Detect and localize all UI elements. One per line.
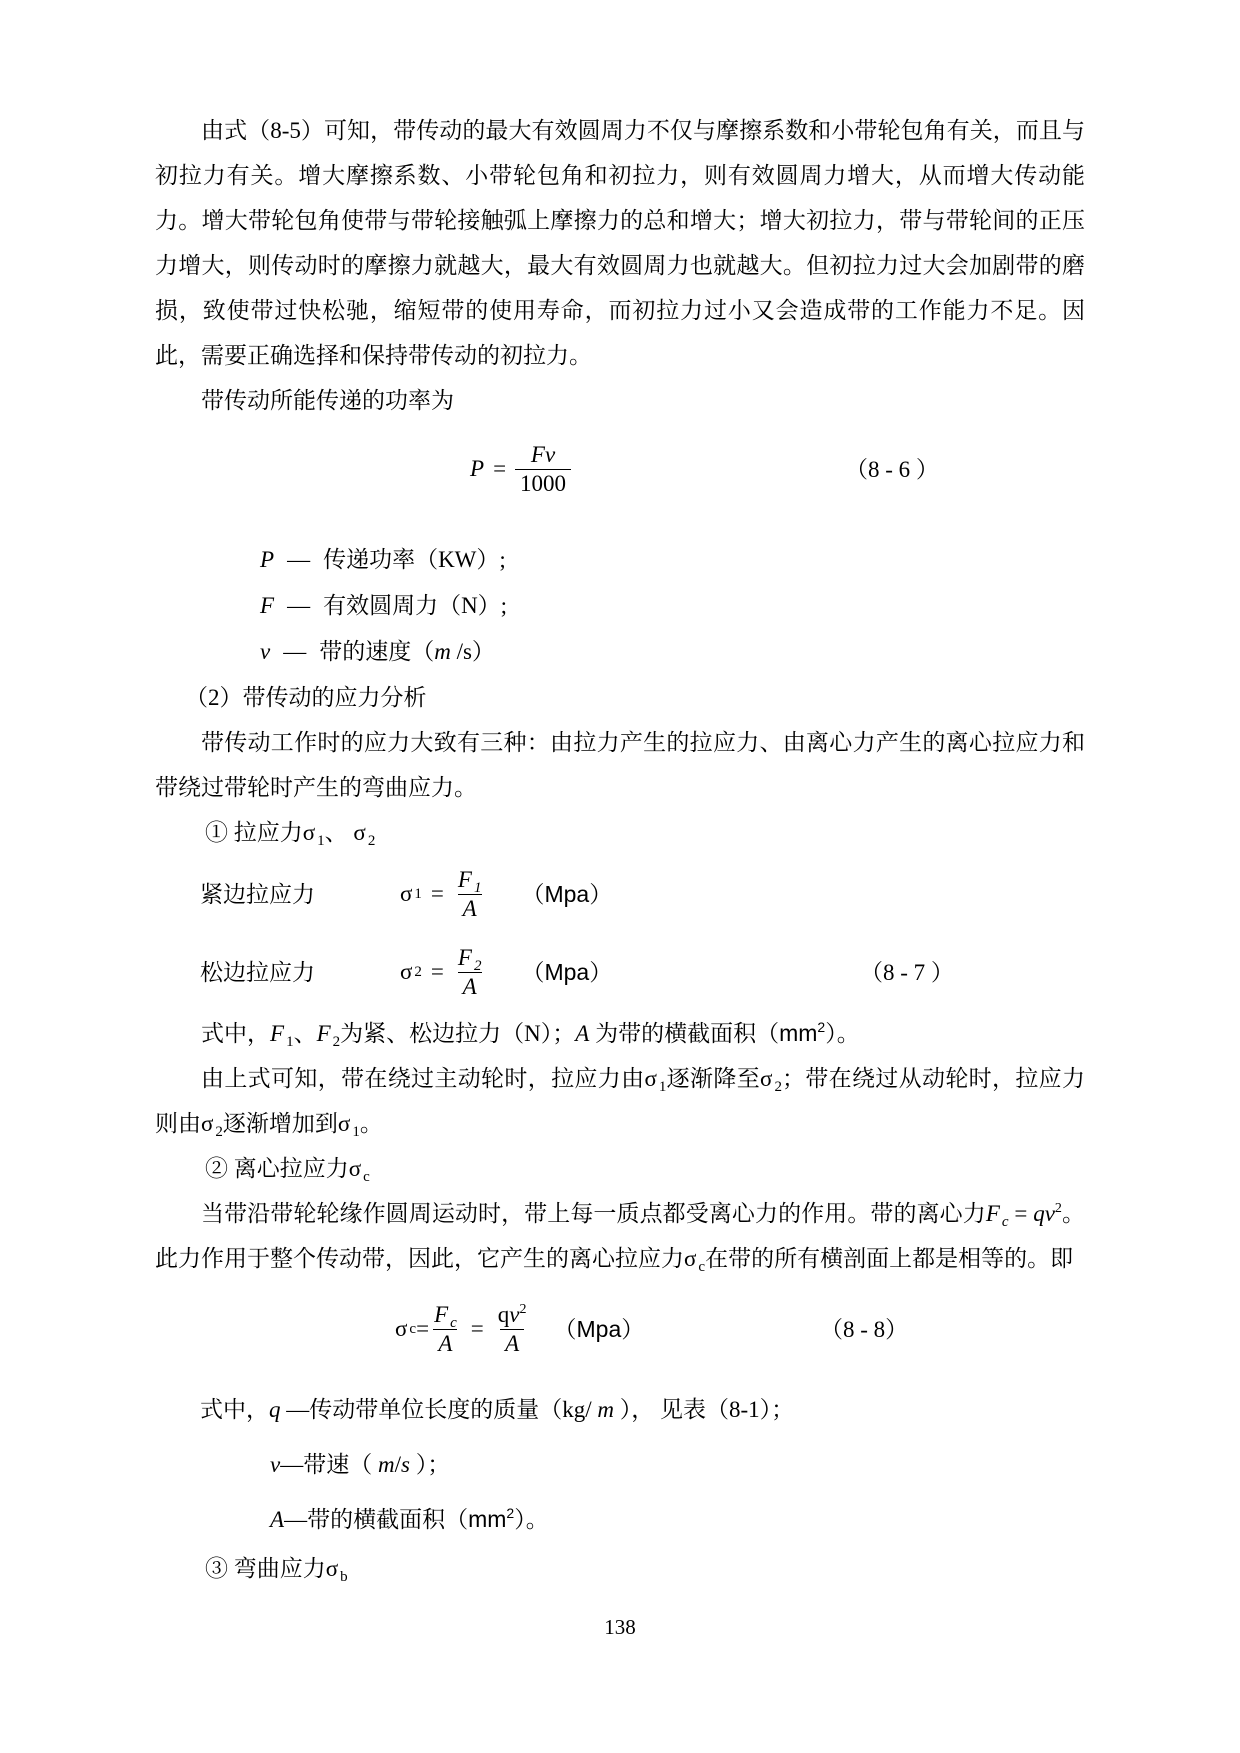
paragraph-stress-variation: 由上式可知，带在绕过主动轮时，拉应力由σ $_1$逐渐降至σ $_2$；带在绕过从动轮时，拉应力则由σ $_2$逐渐增加到σ $_1$。	[155, 1066, 1086, 1140]
definition-F	[260, 583, 1085, 629]
symbol-v: v	[260, 639, 271, 664]
definition-belt-speed: v—带速（ m/s ）；	[270, 1452, 451, 1477]
power-intro-line: 带传动所能传递的功率为	[201, 388, 454, 413]
slack-side-label: 松边拉应力	[200, 959, 315, 985]
fraction	[453, 866, 487, 923]
symbol-F: F	[260, 593, 275, 618]
symbol-definitions-8-6	[260, 537, 1085, 675]
equation-8-6-body	[470, 441, 571, 498]
tight-side-stress-row	[155, 855, 1085, 933]
sigma-symbol: σ	[400, 881, 413, 906]
equation-number-8-7: （8 - 7 ）	[860, 959, 954, 985]
fraction-numerator: F $_c$	[434, 1301, 457, 1331]
definition-v	[260, 629, 1085, 675]
fraction-denominator: A	[433, 1329, 457, 1358]
item-2-centrifugal-stress: ② 离心拉应力σ $_c$	[205, 1156, 370, 1185]
definition-v-text: 带的速度（m /s）	[319, 639, 495, 664]
fraction-denominator: A	[500, 1329, 524, 1358]
paragraph-centrifugal: 当带沿带轮轮缘作圆周运动时，带上每一质点都受离心力的作用。带的离心力F $_c = qv^2$。此力作用于整个传动带，因此，它产生的离心拉应力σ $_c$在带的所有横剖面上都是相等的。即	[155, 1201, 1086, 1275]
equals-sign: =	[416, 1316, 430, 1341]
equation-sigma2: σ 2 = $\frac{F _2}{A}$	[400, 944, 486, 1001]
equation-sigma1: σ 1 = $\frac{F _1}{A}$	[400, 866, 486, 923]
paragraph-stress-types: 带传动工作时的应力大致有三种：由拉力产生的拉应力、由离心力产生的离心拉应力和带绕过带轮时产生的弯曲应力。	[155, 730, 1085, 800]
equation-8-8	[155, 1281, 1085, 1377]
fraction-numerator: F $_1$	[457, 866, 482, 896]
fraction	[453, 944, 487, 1001]
fraction-numerator: $qv^2$	[497, 1301, 527, 1327]
fraction-fc-a	[429, 1301, 462, 1358]
fraction-numerator: F $_2$	[457, 944, 482, 974]
equation-number-8-6: （8 - 6 ）	[845, 456, 939, 482]
fraction-denominator: A	[458, 972, 482, 1001]
unit-mpa: （Mpa）	[553, 1315, 645, 1342]
item-1-tensile-stress: ① 拉应力σ $_1$、 σ $_2$	[205, 820, 376, 849]
sigma-symbol: σ	[400, 959, 413, 984]
equals-sign: =	[470, 1316, 484, 1341]
heading-stress-analysis: （2）带传动的应力分析	[185, 685, 427, 710]
symbol-P: P	[260, 547, 275, 572]
paragraph-initial-tension: 由式（8-5）可知，带传动的最大有效圆周力不仅与摩擦系数和小带轮包角有关，而且与初拉力有关。增大摩擦系数、小带轮包角和初拉力，则有效圆周力增大，从而增大传动能力。增大带轮包角使带与带轮接触弧上摩擦力的总和增大；增大初拉力，带与带轮间的正压力增大，则传动时的摩擦力就越大，最大有效圆周力也就越大。但初拉力过大会加剧带的磨损，致使带过快松驰，缩短带的使用寿命，而初拉力过小又会造成带的工作能力不足。因此，需要正确选择和保持带传动的初拉力。	[155, 118, 1085, 368]
equals-sign: =	[430, 881, 444, 906]
eq86-lhs: P	[470, 456, 485, 481]
equals-sign: =	[430, 959, 444, 984]
fraction	[515, 441, 571, 498]
em-dash: —	[283, 639, 307, 664]
slack-side-stress-row	[155, 933, 1085, 1011]
unit-mpa: （Mpa）	[521, 958, 613, 985]
page-number: 138	[604, 1615, 636, 1639]
equals-sign: =	[493, 456, 507, 481]
tight-side-label: 紧边拉应力	[200, 881, 315, 907]
equation-number-8-8: （8 - 8）	[820, 1316, 909, 1342]
unit-mpa: （Mpa）	[521, 880, 613, 907]
item-3-bending-stress: ③ 弯曲应力σ $_b$	[205, 1556, 348, 1585]
sigma-symbol: σ	[395, 1316, 408, 1341]
fraction-denominator: A	[458, 894, 482, 923]
definition-P-text: 传递功率（KW）;	[323, 547, 506, 572]
em-dash: —	[287, 547, 311, 572]
fraction-denominator: 1000	[515, 469, 571, 498]
symbol-definitions-8-8	[155, 1387, 1085, 1542]
fraction-numerator: Fv	[530, 441, 556, 467]
paragraph-where-8-7: 式中，F $_1$、F $_2$为紧、松边拉力（N）；A 为带的横截面积$(mm^2)$。	[201, 1019, 860, 1050]
definition-q: 式中，q —传动带单位长度的质量（kg/ m ）， 见表（8-1）；	[200, 1397, 795, 1422]
em-dash: —	[287, 593, 311, 618]
definition-cross-section: A—带的横截面积$(mm^2)$。	[270, 1505, 549, 1532]
definition-F-text: 有效圆周力（N）;	[323, 593, 508, 618]
definition-P	[260, 537, 1085, 583]
equation-8-8-body: σ c = $\frac{F _c}{A}$ = $\frac{qv^2}{A}$	[395, 1301, 532, 1358]
equation-8-6	[155, 423, 1085, 515]
fraction-qv2-a	[493, 1301, 532, 1358]
